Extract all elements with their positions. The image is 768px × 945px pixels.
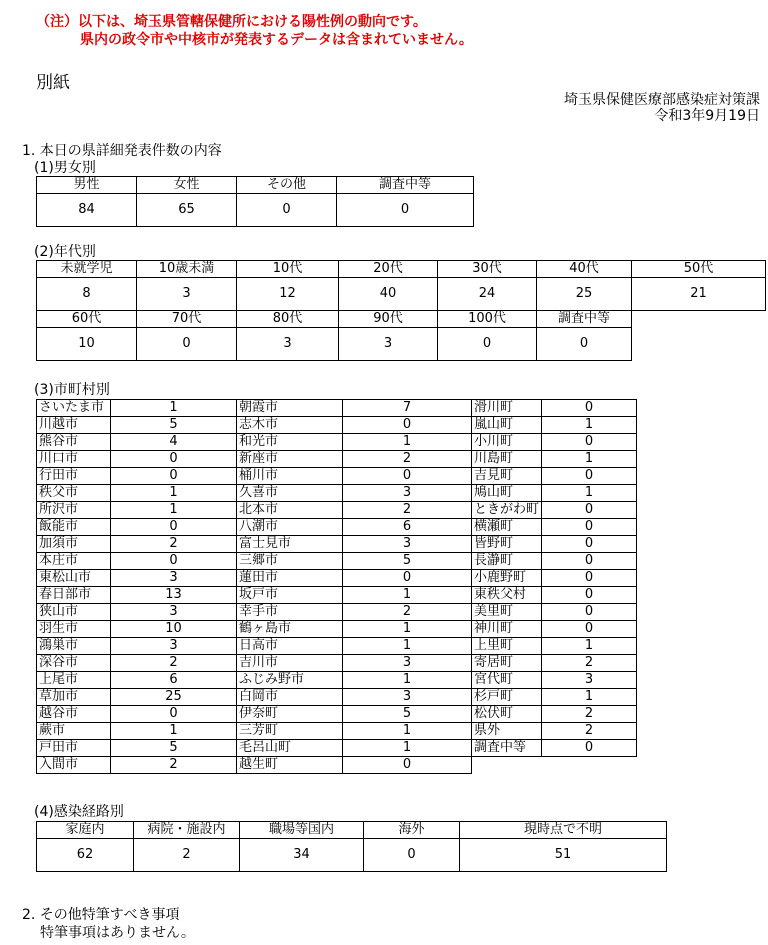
issuer: 埼玉県保健医療部感染症対策課 bbox=[564, 92, 760, 108]
municipality-count: 1 bbox=[343, 434, 472, 451]
route-value: 51 bbox=[460, 839, 667, 872]
age-header: 40代 bbox=[537, 261, 632, 278]
gender-header: 女性 bbox=[137, 177, 237, 194]
municipality-name: さいたま市 bbox=[37, 400, 111, 417]
gender-value: 65 bbox=[137, 194, 237, 227]
municipality-name: 入間市 bbox=[37, 757, 111, 774]
municipality-name: 本庄市 bbox=[37, 553, 111, 570]
municipality-count: 1 bbox=[542, 638, 637, 655]
municipality-row bbox=[37, 757, 637, 774]
municipality-count: 2 bbox=[111, 536, 237, 553]
municipality-name: 熊谷市 bbox=[37, 434, 111, 451]
municipality-name: 戸田市 bbox=[37, 740, 111, 757]
municipality-name: 小鹿野町 bbox=[472, 570, 542, 587]
route-header: 海外 bbox=[364, 822, 460, 839]
municipality-name: 鴻巣市 bbox=[37, 638, 111, 655]
municipality-name: 春日部市 bbox=[37, 587, 111, 604]
municipality-count: 1 bbox=[343, 672, 472, 689]
municipality-name: 富士見市 bbox=[237, 536, 343, 553]
route-header: 職場等国内 bbox=[240, 822, 364, 839]
municipality-name: 所沢市 bbox=[37, 502, 111, 519]
age-value: 3 bbox=[137, 278, 237, 311]
municipality-count: 25 bbox=[111, 689, 237, 706]
empty-cell bbox=[632, 328, 766, 361]
age-value: 12 bbox=[237, 278, 339, 311]
municipality-row bbox=[37, 468, 637, 485]
municipality-name: 上尾市 bbox=[37, 672, 111, 689]
age-value: 24 bbox=[438, 278, 537, 311]
age-value: 40 bbox=[339, 278, 438, 311]
municipality-count: 6 bbox=[111, 672, 237, 689]
municipality-count: 0 bbox=[111, 706, 237, 723]
municipality-name: 川島町 bbox=[472, 451, 542, 468]
gender-value: 0 bbox=[237, 194, 337, 227]
municipality-count: 2 bbox=[111, 655, 237, 672]
municipality-name: 幸手市 bbox=[237, 604, 343, 621]
municipality-count: 3 bbox=[111, 604, 237, 621]
municipality-count: 0 bbox=[542, 468, 637, 485]
route-value: 2 bbox=[134, 839, 240, 872]
municipality-row bbox=[37, 689, 637, 706]
municipality-name: 東秩父村 bbox=[472, 587, 542, 604]
municipality-count: 0 bbox=[111, 468, 237, 485]
municipality-table bbox=[36, 399, 637, 774]
municipality-name: 越谷市 bbox=[37, 706, 111, 723]
age-table bbox=[36, 260, 766, 361]
municipality-count: 0 bbox=[542, 621, 637, 638]
municipality-count: 1 bbox=[542, 485, 637, 502]
municipality-name: 横瀬町 bbox=[472, 519, 542, 536]
municipality-count: 5 bbox=[343, 553, 472, 570]
section2-title: 2. その他特筆すべき事項 bbox=[22, 907, 180, 923]
municipality-name: 県外 bbox=[472, 723, 542, 740]
municipality-count: 0 bbox=[542, 553, 637, 570]
municipality-count: 1 bbox=[111, 485, 237, 502]
municipality-name: 鶴ヶ島市 bbox=[237, 621, 343, 638]
municipality-name: 毛呂山町 bbox=[237, 740, 343, 757]
municipality-count: 3 bbox=[343, 655, 472, 672]
municipality-name: 鳩山町 bbox=[472, 485, 542, 502]
age-header: 50代 bbox=[632, 261, 766, 278]
municipality-count: 2 bbox=[542, 655, 637, 672]
municipality-count: 0 bbox=[542, 536, 637, 553]
municipality-row bbox=[37, 638, 637, 655]
municipality-row bbox=[37, 451, 637, 468]
municipality-name: 草加市 bbox=[37, 689, 111, 706]
municipality-count: 0 bbox=[542, 519, 637, 536]
municipality-name: 羽生市 bbox=[37, 621, 111, 638]
municipality-name: 日高市 bbox=[237, 638, 343, 655]
empty-cell bbox=[472, 757, 542, 774]
municipality-count: 4 bbox=[111, 434, 237, 451]
municipality-row bbox=[37, 570, 637, 587]
municipality-count: 3 bbox=[111, 638, 237, 655]
municipality-count: 2 bbox=[542, 723, 637, 740]
municipality-count: 1 bbox=[111, 502, 237, 519]
notice-line-1: （注）以下は、埼玉県管轄保健所における陽性例の動向です。 bbox=[36, 14, 427, 30]
municipality-name: 新座市 bbox=[237, 451, 343, 468]
age-header: 調査中等 bbox=[537, 311, 632, 328]
section2-body: 特筆事項はありません。 bbox=[40, 925, 195, 941]
age-title: (2)年代別 bbox=[34, 244, 96, 260]
municipality-count: 3 bbox=[111, 570, 237, 587]
municipality-name: 美里町 bbox=[472, 604, 542, 621]
municipality-name: 川口市 bbox=[37, 451, 111, 468]
municipality-count: 3 bbox=[343, 485, 472, 502]
gender-header: その他 bbox=[237, 177, 337, 194]
municipality-name: 神川町 bbox=[472, 621, 542, 638]
age-header: 70代 bbox=[137, 311, 237, 328]
municipality-row bbox=[37, 485, 637, 502]
municipality-count: 0 bbox=[111, 519, 237, 536]
municipality-count: 10 bbox=[111, 621, 237, 638]
municipality-count: 0 bbox=[111, 451, 237, 468]
age-header: 20代 bbox=[339, 261, 438, 278]
empty-cell bbox=[632, 311, 766, 328]
municipality-count: 1 bbox=[111, 400, 237, 417]
age-value: 0 bbox=[137, 328, 237, 361]
municipality-name: 桶川市 bbox=[237, 468, 343, 485]
municipality-count: 2 bbox=[542, 706, 637, 723]
municipality-row bbox=[37, 621, 637, 638]
age-value: 21 bbox=[632, 278, 766, 311]
municipality-count: 5 bbox=[343, 706, 472, 723]
municipality-name: 加須市 bbox=[37, 536, 111, 553]
municipality-name: 蓮田市 bbox=[237, 570, 343, 587]
municipality-row bbox=[37, 604, 637, 621]
gender-header: 調査中等 bbox=[337, 177, 474, 194]
age-header: 80代 bbox=[237, 311, 339, 328]
attachment-label: 別紙 bbox=[36, 73, 70, 93]
age-header: 100代 bbox=[438, 311, 537, 328]
municipality-title: (3)市町村別 bbox=[34, 382, 110, 398]
gender-title: (1)男女別 bbox=[34, 160, 96, 176]
municipality-row bbox=[37, 519, 637, 536]
municipality-name: 三芳町 bbox=[237, 723, 343, 740]
age-value: 3 bbox=[339, 328, 438, 361]
municipality-name: 八潮市 bbox=[237, 519, 343, 536]
municipality-count: 3 bbox=[343, 689, 472, 706]
municipality-count: 0 bbox=[542, 570, 637, 587]
municipality-row bbox=[37, 417, 637, 434]
municipality-name: 吉川市 bbox=[237, 655, 343, 672]
municipality-row bbox=[37, 536, 637, 553]
section1-title: 1. 本日の県詳細発表件数の内容 bbox=[22, 143, 222, 159]
age-value: 3 bbox=[237, 328, 339, 361]
municipality-name: 滑川町 bbox=[472, 400, 542, 417]
municipality-count: 5 bbox=[111, 417, 237, 434]
municipality-row bbox=[37, 672, 637, 689]
municipality-name: 上里町 bbox=[472, 638, 542, 655]
municipality-count: 2 bbox=[343, 451, 472, 468]
municipality-count: 1 bbox=[343, 723, 472, 740]
municipality-count: 2 bbox=[343, 502, 472, 519]
municipality-name: 長瀞町 bbox=[472, 553, 542, 570]
route-header: 家庭内 bbox=[37, 822, 134, 839]
municipality-name: 皆野町 bbox=[472, 536, 542, 553]
municipality-name: 和光市 bbox=[237, 434, 343, 451]
municipality-count: 3 bbox=[343, 536, 472, 553]
municipality-name: 深谷市 bbox=[37, 655, 111, 672]
municipality-name: 朝霞市 bbox=[237, 400, 343, 417]
age-header: 未就学児 bbox=[37, 261, 137, 278]
municipality-name: 志木市 bbox=[237, 417, 343, 434]
age-header: 60代 bbox=[37, 311, 137, 328]
municipality-name: 狭山市 bbox=[37, 604, 111, 621]
municipality-name: 飯能市 bbox=[37, 519, 111, 536]
municipality-row bbox=[37, 706, 637, 723]
empty-cell bbox=[542, 757, 637, 774]
gender-header: 男性 bbox=[37, 177, 137, 194]
municipality-row bbox=[37, 587, 637, 604]
municipality-count: 1 bbox=[343, 621, 472, 638]
municipality-count: 0 bbox=[542, 434, 637, 451]
municipality-name: ときがわ町 bbox=[472, 502, 542, 519]
age-header: 90代 bbox=[339, 311, 438, 328]
municipality-count: 0 bbox=[542, 604, 637, 621]
municipality-count: 5 bbox=[111, 740, 237, 757]
notice-line-2: 県内の政令市や中核市が発表するデータは含まれていません。 bbox=[80, 32, 473, 48]
municipality-name: 伊奈町 bbox=[237, 706, 343, 723]
age-header: 10歳未満 bbox=[137, 261, 237, 278]
gender-value: 84 bbox=[37, 194, 137, 227]
municipality-name: 越生町 bbox=[237, 757, 343, 774]
municipality-name: 白岡市 bbox=[237, 689, 343, 706]
municipality-count: 2 bbox=[343, 604, 472, 621]
age-header: 10代 bbox=[237, 261, 339, 278]
municipality-name: 宮代町 bbox=[472, 672, 542, 689]
route-value: 0 bbox=[364, 839, 460, 872]
municipality-row bbox=[37, 740, 637, 757]
municipality-count: 1 bbox=[542, 689, 637, 706]
municipality-count: 13 bbox=[111, 587, 237, 604]
route-table bbox=[36, 821, 667, 872]
municipality-count: 2 bbox=[111, 757, 237, 774]
municipality-row bbox=[37, 723, 637, 740]
age-value: 0 bbox=[438, 328, 537, 361]
municipality-name: 北本市 bbox=[237, 502, 343, 519]
municipality-name: 秩父市 bbox=[37, 485, 111, 502]
age-value: 10 bbox=[37, 328, 137, 361]
municipality-count: 0 bbox=[542, 400, 637, 417]
municipality-name: 久喜市 bbox=[237, 485, 343, 502]
municipality-name: 松伏町 bbox=[472, 706, 542, 723]
municipality-count: 0 bbox=[343, 757, 472, 774]
route-value: 62 bbox=[37, 839, 134, 872]
municipality-row bbox=[37, 553, 637, 570]
route-value: 34 bbox=[240, 839, 364, 872]
municipality-count: 3 bbox=[542, 672, 637, 689]
municipality-name: 三郷市 bbox=[237, 553, 343, 570]
age-value: 8 bbox=[37, 278, 137, 311]
municipality-name: 行田市 bbox=[37, 468, 111, 485]
route-title: (4)感染経路別 bbox=[34, 804, 124, 820]
age-value: 25 bbox=[537, 278, 632, 311]
municipality-count: 6 bbox=[343, 519, 472, 536]
municipality-name: 川越市 bbox=[37, 417, 111, 434]
municipality-count: 1 bbox=[343, 587, 472, 604]
municipality-row bbox=[37, 655, 637, 672]
municipality-name: 蕨市 bbox=[37, 723, 111, 740]
municipality-count: 0 bbox=[542, 502, 637, 519]
municipality-row bbox=[37, 400, 637, 417]
municipality-name: 杉戸町 bbox=[472, 689, 542, 706]
municipality-count: 1 bbox=[542, 417, 637, 434]
municipality-count: 0 bbox=[343, 417, 472, 434]
municipality-count: 0 bbox=[542, 587, 637, 604]
gender-value: 0 bbox=[337, 194, 474, 227]
municipality-count: 1 bbox=[542, 451, 637, 468]
municipality-name: 吉見町 bbox=[472, 468, 542, 485]
route-header: 現時点で不明 bbox=[460, 822, 667, 839]
municipality-name: 調査中等 bbox=[472, 740, 542, 757]
age-header: 30代 bbox=[438, 261, 537, 278]
municipality-count: 1 bbox=[343, 638, 472, 655]
municipality-count: 0 bbox=[111, 553, 237, 570]
municipality-count: 1 bbox=[111, 723, 237, 740]
municipality-count: 7 bbox=[343, 400, 472, 417]
municipality-count: 0 bbox=[343, 570, 472, 587]
municipality-count: 0 bbox=[542, 740, 637, 757]
route-header: 病院・施設内 bbox=[134, 822, 240, 839]
gender-table bbox=[36, 176, 474, 227]
municipality-name: 寄居町 bbox=[472, 655, 542, 672]
date: 令和3年9月19日 bbox=[654, 108, 760, 124]
municipality-count: 0 bbox=[343, 468, 472, 485]
municipality-name: 小川町 bbox=[472, 434, 542, 451]
municipality-row bbox=[37, 502, 637, 519]
municipality-name: 東松山市 bbox=[37, 570, 111, 587]
municipality-count: 1 bbox=[343, 740, 472, 757]
municipality-name: 坂戸市 bbox=[237, 587, 343, 604]
age-value: 0 bbox=[537, 328, 632, 361]
municipality-row bbox=[37, 434, 637, 451]
municipality-name: ふじみ野市 bbox=[237, 672, 343, 689]
municipality-name: 嵐山町 bbox=[472, 417, 542, 434]
